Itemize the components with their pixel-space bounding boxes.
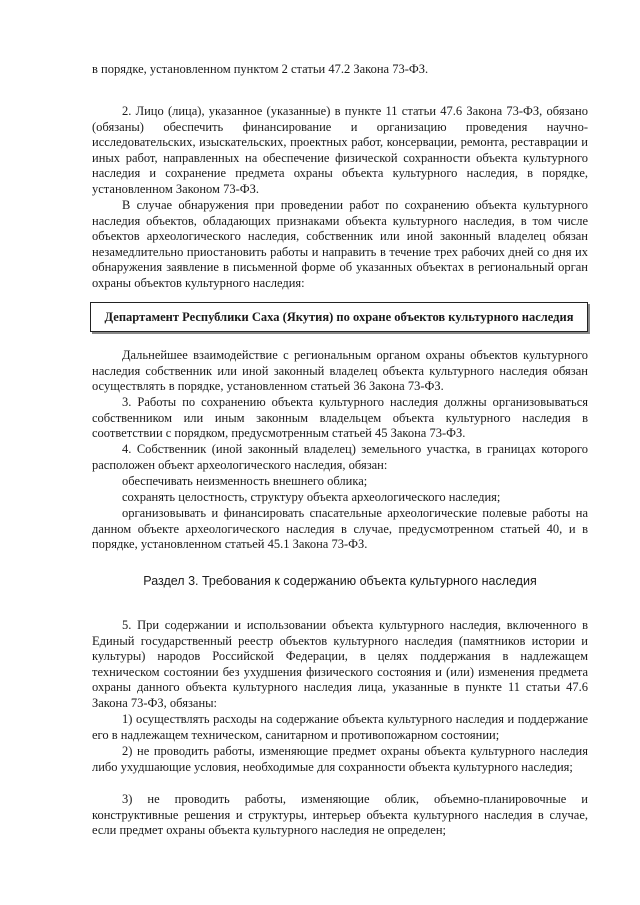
paragraph-5-item-3: 3) не проводить работы, изменяющие облик, объемно-планировочные и конструктивные решения и структуры, интерьер объекта культурного наследия в случае, если предмет охраны объекта культурного наследия не определен; (92, 792, 588, 838)
paragraph-5-item-2: 2) не проводить работы, изменяющие предмет охраны объекта культурного наследия либо ухудшающие условия, необходимые для сохранности объекта культурного наследия; (92, 744, 588, 774)
paragraph-4-item-integrity: сохранять целостность, структуру объекта археологического наследия; (122, 490, 501, 504)
continuation-line: в порядке, установленном пунктом 2 статьи 47.2 Закона 73-ФЗ. (92, 62, 429, 76)
authority-name: Департамент Республики Саха (Якутия) по охране объектов культурного наследия (104, 309, 574, 324)
paragraph-2: 2. Лицо (лица), указанное (указанные) в пункте 11 статьи 47.6 Закона 73-ФЗ, обязано (обязаны) обеспечить финансирование и организацию проведения научно-исследовательских, изыскательских, проектных работ, консервации, ремонта, реставрации и иных работ, направленных на обеспечение физической сохранности объекта культурного наследия и сохранение предмета охраны объекта культурного наследия, в порядке, установленном Законом 73-ФЗ. (92, 104, 588, 196)
paragraph-3: 3. Работы по сохранению объекта культурного наследия должны организовываться собственником или иным законным владельцем объекта культурного наследия в соответствии с порядком, предусмотренным статьей 45 Закона 73-ФЗ. (92, 395, 588, 441)
paragraph-4: 4. Собственник (иной законный владелец) земельного участка, в границах которого расположен объект археологического наследия, обязан: (92, 442, 588, 472)
paragraph-5: 5. При содержании и использовании объекта культурного наследия, включенного в Единый государственный реестр объектов культурного наследия (памятников истории и культуры) народов Российской Федерации, в целях поддержания в надлежащем техническом состоянии без ухудшения физического состояния и (или) изменения предмета охраны данного объекта культурного наследия лица, указанные в пункте 11 статьи 47.6 Закона 73-ФЗ, обязаны: (92, 618, 588, 710)
section-heading: Раздел 3. Требования к содержанию объекта культурного наследия (143, 574, 537, 588)
paragraph-4-item-rescue-works: организовывать и финансировать спасательные археологические полевые работы на данном объекте археологического наследия в случае, предусмотренном статьей 40, и в порядке, установленном статьей 45.1 Закона 73-ФЗ. (92, 506, 588, 552)
paragraph-further-interaction: Дальнейшее взаимодействие с региональным органом охраны объектов культурного наследия собственник или иной законный владелец объекта культурного наследия обязан осуществлять в порядке, установленном статьей 36 Закона 73-ФЗ. (92, 348, 588, 394)
paragraph-5-item-1: 1) осуществлять расходы на содержание объекта культурного наследия и поддержание его в надлежащем техническом, санитарном и противопожарном состоянии; (92, 712, 588, 742)
paragraph-4-item-appearance: обеспечивать неизменность внешнего облика; (122, 474, 368, 488)
authority-name-box (90, 302, 588, 332)
paragraph-discovery: В случае обнаружения при проведении работ по сохранению объекта культурного наследия объектов, обладающих признаками объекта культурного наследия, в том числе объектов археологического наследия, собственник или иной законный владелец обязан незамедлительно приостановить работы и направить в течение трех рабочих дней со дня их обнаружения заявление в письменной форме об указанных объектах в региональный орган охраны объектов культурного наследия: (92, 198, 588, 290)
